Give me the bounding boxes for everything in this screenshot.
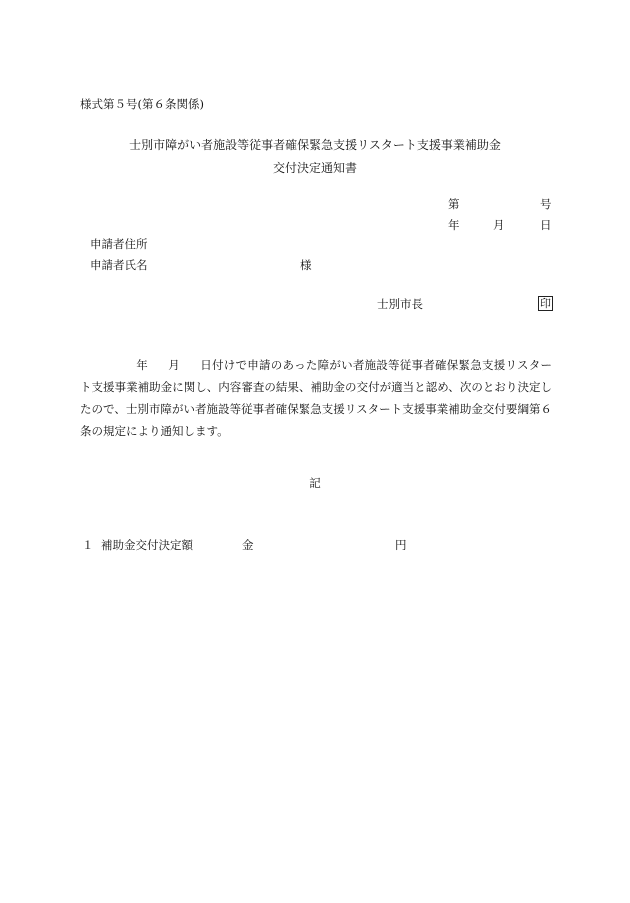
item-amount-unit: 円	[395, 538, 407, 552]
notice-body	[80, 354, 552, 442]
item-label: 補助金交付決定額	[101, 538, 193, 552]
item-amount-prefix: 金	[242, 538, 254, 552]
date-day-label: 日	[540, 218, 552, 232]
body-text: 日付けで申請のあった障がい者施設等従事者確保緊急支援リスタート支援事業補助金に関し、内容審査の結果、補助金の交付が適当と認め、次のとおり決定したので、士別市障がい者施設等従事者確保緊急支援リスタート支援事業補助金交付要綱第６条の規定により通知します。	[80, 358, 553, 438]
applicant-honorific: 様	[300, 258, 312, 272]
notes-heading: 記	[309, 476, 321, 490]
applicant-name-label: 申請者氏名	[90, 258, 148, 272]
document-title-line1: 士別市障がい者施設等従事者確保緊急支援リスタート支援事業補助金	[129, 138, 501, 152]
body-month-label: 月	[168, 358, 180, 372]
date-month-label: 月	[493, 218, 505, 232]
issuer-title: 士別市長	[377, 297, 423, 311]
reference-number-prefix: 第	[448, 197, 460, 211]
reference-number-suffix: 号	[540, 197, 552, 211]
form-number: 様式第５号(第６条関係)	[80, 97, 204, 111]
date-year-label: 年	[448, 218, 460, 232]
seal-mark: 印	[540, 297, 551, 310]
applicant-address-label: 申請者住所	[90, 237, 148, 251]
body-year-label: 年	[136, 358, 148, 372]
document-title-line2: 交付決定通知書	[272, 161, 357, 175]
item-number: １	[82, 538, 94, 552]
